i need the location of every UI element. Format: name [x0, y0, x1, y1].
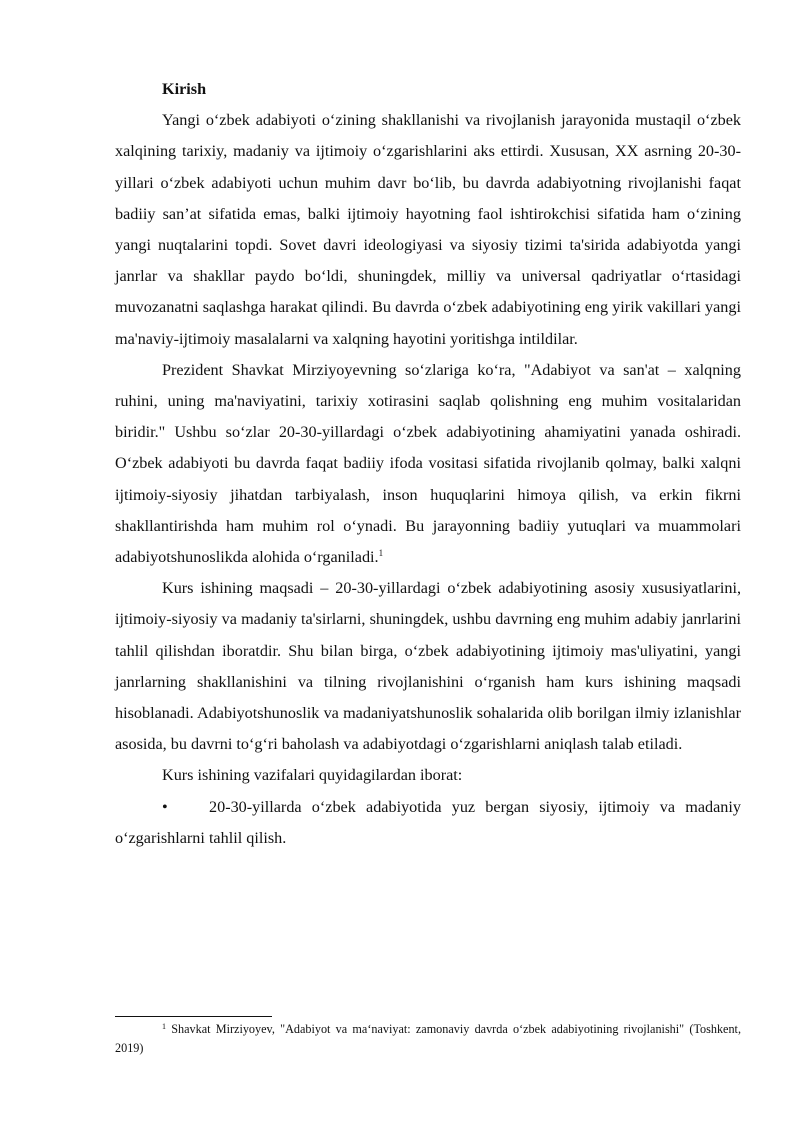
paragraph-tasks-intro: Kurs ishining vazifalari quyidagilardan iborat:: [162, 766, 463, 785]
footnote-text: Shavkat Mirziyoyev, "Adabiyot va ma‘naviyat: zamonaviy davrda o‘zbek adabiyotining rivojlanishi" (Toshkent, 2019): [115, 1022, 741, 1055]
bullet-item-text: 20-30-yillarda o‘zbek adabiyotida yuz bergan siyosiy, ijtimoiy va madaniy o‘zgarishlarni tahlil qilish.: [115, 797, 741, 847]
document-body: [115, 74, 741, 854]
paragraph-intro: Yangi o‘zbek adabiyoti o‘zining shakllanishi va rivojlanish jarayonida mustaqil o‘zbek xalqining tarixiy, madaniy va ijtimoiy o‘zgarishlarini aks ettirdi. Xususan, XX asrning 20-30-yillari o‘zbek adabiyoti uchun muhim davr bo‘lib, bu davrda adabiyotning rivojlanishi faqat badiiy san’at sifatida emas, balki ijtimoiy hayotning faol ishtirokchisi sifatida ham o‘zining yangi nuqtalarini topdi. Sovet davri ideologiyasi va siyosiy tizimi ta'sirida adabiyotda yangi janrlar va shakllar paydo bo‘ldi, shuningdek, milliy va universal qadriyatlar o‘rtasidagi muvozanatni saqlashga harakat qilindi. Bu davrda o‘zbek adabiyotining eng yirik vakillari yangi ma'naviy-ijtimoiy masalalarni va xalqning hayotini yoritishga intildilar.: [115, 111, 741, 348]
paragraph-president-quote: [115, 355, 741, 573]
section-heading: Kirish: [162, 80, 207, 98]
footnote-separator: [115, 1016, 272, 1017]
footnote: [115, 1020, 741, 1058]
bullet-icon: •: [162, 797, 168, 816]
bullet-item: [115, 792, 741, 854]
footnote-reference: 1: [378, 548, 384, 559]
footnote-marker: 1: [162, 1022, 166, 1031]
paragraph-president-quote-text: Prezident Shavkat Mirziyoyevning so‘zlariga ko‘ra, "Adabiyot va san'at – xalqning ruhini, uning ma'naviyatini, tarixiy xotirasini saqlab qolishning eng muhim vositalaridan biridir." Ushbu so‘zlar 20-30-yillardagi o‘zbek adabiyotining ahamiyatini yanada oshiradi. O‘zbek adabiyoti bu davrda faqat badiiy ifoda vositasi sifatida rivojlanib qolmay, balki xalqni ijtimoiy-siyosiy jihatdan tarbiyalash, inson huquqlarini himoya qilish, va erkin fikrni shakllantirishda ham muhim rol o‘ynadi. Bu jarayonning badiiy yutuqlari va muammolari adabiyotshunoslikda alohida o‘rganiladi.: [115, 360, 741, 567]
paragraph-purpose: Kurs ishining maqsadi – 20-30-yillardagi o‘zbek adabiyotining asosiy xususiyatlarini, ijtimoiy-siyosiy va madaniy ta'sirlarni, shuningdek, ushbu davrning eng muhim adabiy janrlarini tahlil qilishdan iboratdir. Shu bilan birga, o‘zbek adabiyotining ijtimoiy mas'uliyatini, yangi janrlarning shakllanishini va tilning rivojlanishini o‘rganish ham kurs ishining maqsadi hisoblanadi. Adabiyotshunoslik va madaniyatshunoslik sohalarida olib borilgan ilmiy izlanishlar asosida, bu davrni to‘g‘ri baholash va adabiyotdagi o‘zgarishlarni aniqlash talab etiladi.: [115, 579, 741, 754]
